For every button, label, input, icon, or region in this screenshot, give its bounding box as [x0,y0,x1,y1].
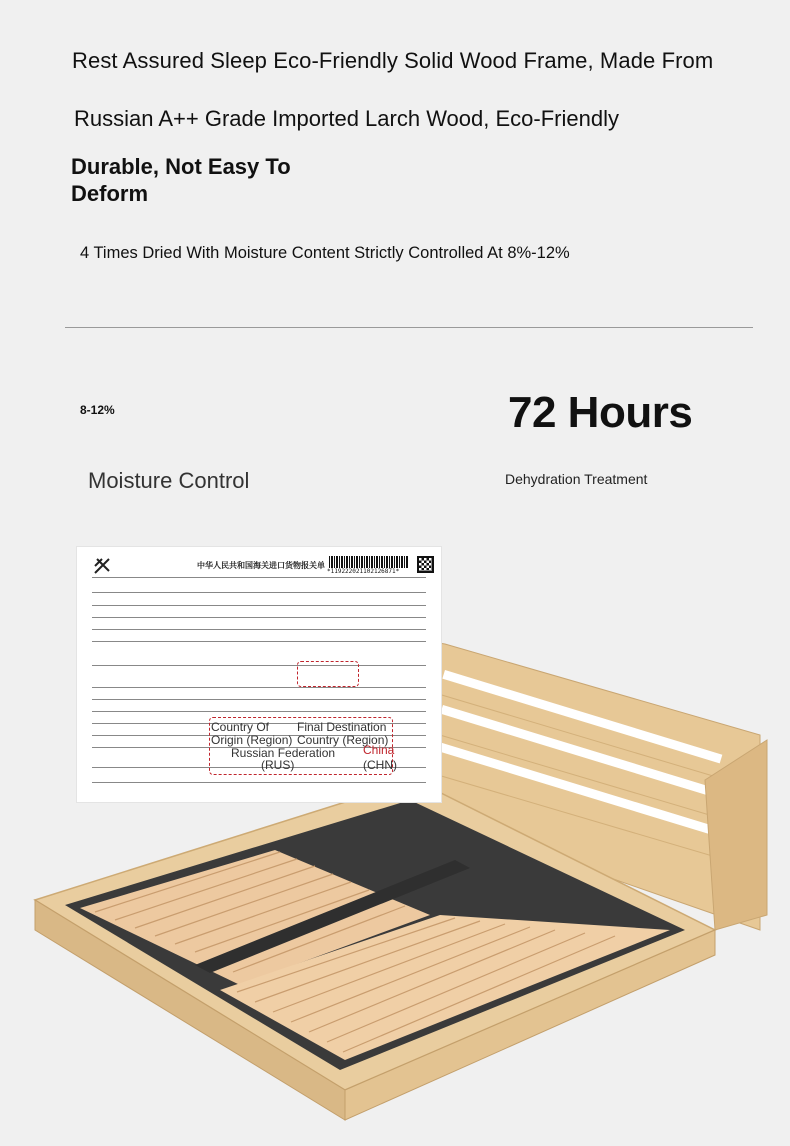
doc-row-line [92,711,426,712]
headline-line-1: Rest Assured Sleep Eco-Friendly Solid Wood Frame, Made From [72,48,714,73]
doc-row-line [92,699,426,700]
barcode [329,556,409,568]
destination-header: Final Destination Country (Region) [297,720,389,747]
doc-row-line [92,605,426,606]
hours-value: 72 Hours [508,388,693,437]
qr-code [417,556,434,573]
destination-code: (CHN) [363,758,397,772]
moisture-value: 8-12% [80,403,115,417]
origin-header: Country Of Origin (Region) [211,720,293,747]
section-divider [65,327,753,328]
headline-line-2: Russian A++ Grade Imported Larch Wood, Eco-Friendly [74,106,619,131]
doc-row-line [92,665,426,666]
doc-row-line [92,687,426,688]
document-title: 中华人民共和国海关进口货物报关单 [197,561,325,570]
doc-row-line [92,577,426,578]
customs-emblem-icon [93,557,111,575]
drying-description: 4 Times Dried With Moisture Content Strictly Controlled At 8%-12% [80,244,570,262]
origin-value: Russian Federation [231,746,336,760]
doc-row-line [92,592,426,593]
hours-label: Dehydration Treatment [505,471,648,487]
destination-value: China [363,743,395,757]
barcode-number: *119222021102126871* [327,568,400,575]
doc-row-line [92,617,426,618]
origin-code: (RUS) [261,758,295,772]
headline-line-3: Durable, Not Easy To Deform [71,154,291,206]
moisture-label: Moisture Control [88,468,250,493]
doc-row-line [92,641,426,642]
doc-row-line [92,782,426,783]
customs-declaration-document [76,546,442,803]
doc-row-line [92,629,426,630]
destination-highlight-box [297,661,359,687]
